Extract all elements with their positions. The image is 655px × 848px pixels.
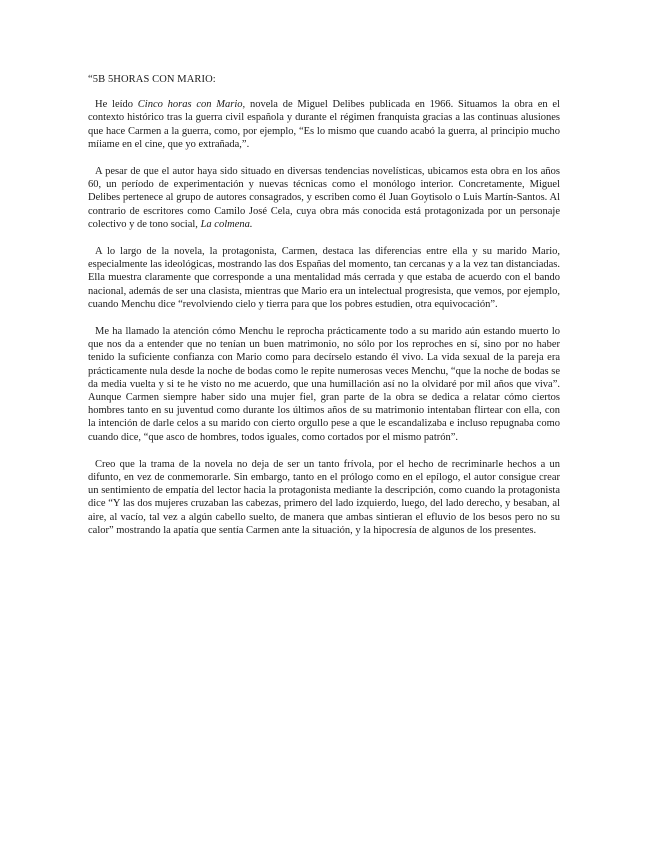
document-title: “5B 5HORAS CON MARIO: bbox=[88, 74, 216, 85]
la-colmena-italic: La colmena. bbox=[200, 218, 253, 230]
paragraph-2 bbox=[88, 165, 560, 231]
paragraph-3 bbox=[88, 245, 560, 311]
paragraph-5 bbox=[88, 458, 560, 537]
paragraph-2-text: A pesar de que el autor haya sido situado en diversas tendencias novelísticas, ubicamos esta obra en los años 60, un período de experimentación y nuevas técnicas como el monólogo interior. Concretamente, Miguel Delibes pertenece al grupo de autores consagrados, y escriben como él Juan Goytisolo o Luis Martín-Santos. Al contrario de escritores como Camilo José Cela, cuya obra más conocida está protagonizada por un personaje colectivo y de tono social, bbox=[88, 166, 560, 230]
book-title-italic: Cinco horas con Mario, bbox=[137, 99, 246, 111]
paragraph-5-text: Creo que la trama de la novela no deja de ser un tanto frívola, por el hecho de recriminarle hechos a un difunto, en vez de conmemorarle. Sin embargo, tanto en el prólogo como en el epílogo, el autor consigue crear un sentimiento de empatía del lector hacia la protagonista mediante la descripción, como cuando la protagonista dice “Y las dos mujeres cruzaban las cabezas, primero del lado izquierdo, luego, del lado derecho, y besaban, al aire, al vacío, tal vez a algún cabello suelto, de manera que ambas sintieran el efluvio de los besos pero no su calor” mostrando la apatía que sentía Carmen ante la situación, y la hipocresía de algunos de los presentes. bbox=[88, 458, 560, 536]
paragraph-3-text: A lo largo de la novela, la protagonista, Carmen, destaca las diferencias entre ella y su marido Mario, especialmente las ideológicas, mostrando las dos Españas del momento, tan cercanas y a la vez tan distanciadas. Ella muestra claramente que corresponde a una mentalidad más cerrada y que estaba de acuerdo con el bando nacional, además de ser una clasista, mientras que Mario era un intelectual progresista, que vemos, por ejemplo, cuando Menchu dice “revolviendo cielo y tierra para que los pobres estudien, otra equivocación”. bbox=[88, 246, 560, 310]
paragraph-4-text: Me ha llamado la atención cómo Menchu le reprocha prácticamente todo a su marido aún estando muerto lo que nos da a entender que no tenían un buen matrimonio, no sólo por los reproches en sí, sino por no haber tenido la suficiente confianza con Mario como para decírselo estando él vivo. La vida sexual de la pareja era prácticamente nula desde la noche de bodas como le repite numerosas veces Menchu, “que la noche de bodas se da media vuelta y si te he visto no me acuerdo, que una humillación así no la olvidaré por mil años que viva”. Aunque Carmen siempre haber sido una mujer fiel, gran parte de la obra se dedica a relatar cómo ciertos hombres tanto en su juventud como durante los últimos años de su matrimonio intentaban flirtear con ella, con la intención de darle celos a su marido con cierto orgullo pese a que le escandalizaba e incluso repugnaba como cuando dice, “que asco de hombres, todos iguales, como cortados por el mismo patrón”. bbox=[88, 326, 560, 443]
paragraph-1 bbox=[88, 98, 560, 151]
paragraph-1-text-start: He leído bbox=[95, 99, 138, 111]
paragraph-1-text-end: novela de Miguel Delibes publicada en 1966. Situamos la obra en el contexto histórico tras la guerra civil española y durante el régimen franquista gracias a las continuas alusiones que hace Carmen a la guerra, como, por ejemplo, “Es lo mismo que cuando acabó la guerra, al principio mucho míiame en el cine, que yo extrañada,”. bbox=[88, 99, 560, 150]
paragraph-4 bbox=[88, 325, 560, 444]
document-body bbox=[88, 73, 560, 551]
